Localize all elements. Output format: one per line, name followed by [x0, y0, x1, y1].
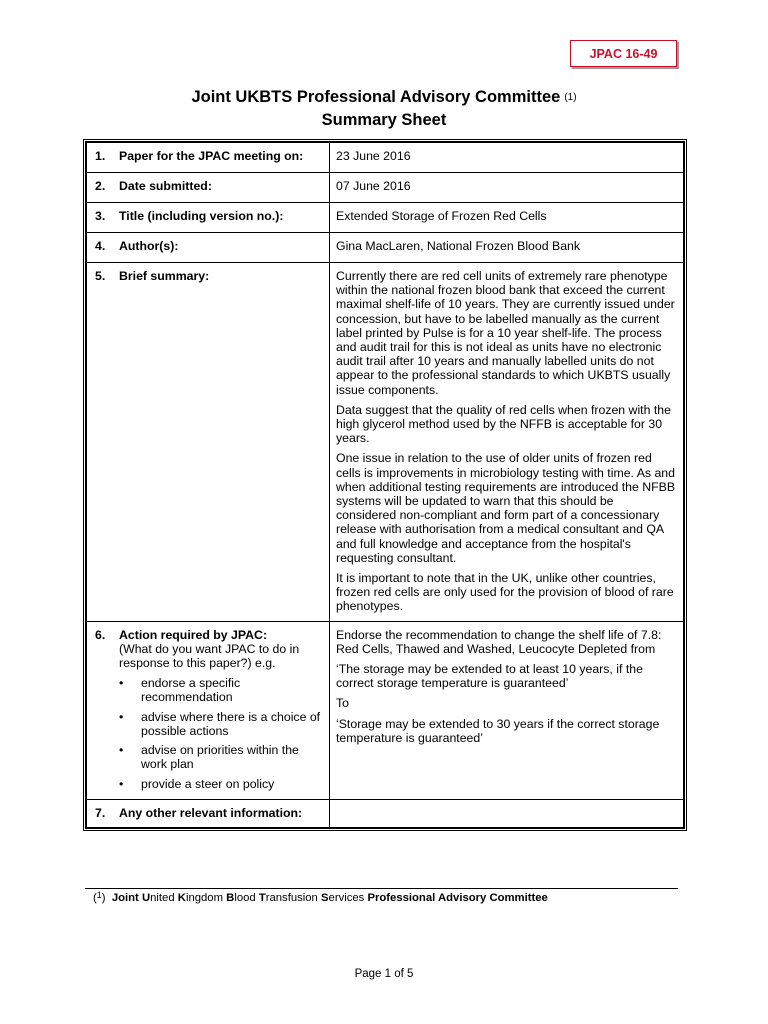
row-label [87, 233, 330, 263]
row-label [87, 621, 330, 799]
row-value [330, 799, 684, 827]
title-text: Joint UKBTS Professional Advisory Committee [191, 88, 561, 106]
list-item [119, 710, 323, 738]
action-options-list [119, 676, 323, 790]
action-text [330, 621, 684, 799]
footnote-word: lood [234, 892, 259, 904]
footnote-divider [85, 888, 678, 889]
document-title [0, 86, 768, 131]
row-label [87, 173, 330, 203]
summary-paragraph: Currently there are red cell units of extremely rare phenotype within the national frozen blood bank that exceed the current maximal shelf-life of 10 years. They are currently issued under concession, but have to be labelled manually as the current label printed by Pulse is for a 10 year shelf-life. The process and audit trail for this is not ideal as units have no electronic audit trail after 10 years and manually labelled units do not appear to the professional standards to which UKBTS usually issue components. [336, 269, 675, 397]
summary-text [330, 263, 684, 622]
action-paragraph: To [336, 696, 349, 711]
row-label-text: Any other relevant information: [119, 805, 303, 820]
footnote-initial: B [226, 892, 235, 904]
footnote-word: ingdom [185, 892, 227, 904]
option-text: advise where there is a choice of possible actions [141, 709, 321, 738]
table-row-other-info [87, 799, 684, 827]
row-number: 7. [95, 805, 106, 820]
footnote-initial: S [320, 892, 329, 904]
row-value: 07 June 2016 [330, 173, 684, 203]
table-row-date-submitted [87, 173, 684, 203]
footnote-word: ervices [328, 892, 368, 904]
action-paragraph: ‘Storage may be extended to 30 years if the correct storage temperature is guaranteed’ [336, 716, 660, 745]
row-label-text: Action required by JPAC: [119, 627, 268, 642]
row-value: Gina MacLaren, National Frozen Blood Bank [330, 233, 684, 263]
summary-paragraph: Data suggest that the quality of red cells when frozen with the high glycerol method used by the NFFB is acceptable for 30 years. [336, 402, 671, 446]
title-line-2: Summary Sheet [321, 111, 447, 129]
footnote-initial: K [177, 892, 186, 904]
summary-sheet-table [83, 139, 687, 831]
footnote-initial: T [258, 892, 266, 904]
list-item [119, 676, 323, 704]
bullet-icon: • [119, 709, 124, 724]
row-label-text: Title (including version no.): [119, 209, 284, 223]
row-label-text: Author(s): [119, 239, 179, 253]
action-paragraph: Endorse the recommendation to change the shelf life of 7.8: Red Cells, Thawed and Washed, Leucocyte Depleted from [336, 627, 662, 656]
row-number: 1. [95, 149, 106, 163]
option-text: endorse a specific recommendation [141, 676, 241, 705]
option-text: advise on priorities within the work plan [141, 743, 299, 772]
table-row-title [87, 203, 684, 233]
row-label-text: Date submitted: [119, 179, 212, 193]
bullet-icon: • [119, 743, 124, 758]
row-number: 3. [95, 209, 106, 223]
footnote-initial: U [141, 892, 151, 904]
footnote-word: Joint [111, 892, 142, 904]
title-footnote-ref: (1) [564, 92, 577, 103]
row-number: 4. [95, 239, 106, 253]
action-subtitle: (What do you want JPAC to do in response to this paper?) e.g. [119, 641, 300, 671]
row-value: Extended Storage of Frozen Red Cells [330, 203, 684, 233]
summary-paragraph: It is important to note that in the UK, unlike other countries, frozen red cells are only used for the provision of blood of rare phenotypes. [336, 571, 674, 614]
row-label [87, 263, 330, 622]
bullet-icon: • [119, 776, 124, 791]
row-number: 6. [95, 627, 106, 642]
option-text: provide a steer on policy [141, 776, 275, 791]
footnote-paren: ( [93, 892, 97, 904]
row-number: 5. [95, 269, 106, 283]
list-item [119, 777, 323, 791]
table-row-brief-summary [87, 263, 684, 622]
footnote-paren: ) [101, 892, 106, 904]
row-label [87, 203, 330, 233]
row-label-text: Paper for the JPAC meeting on: [119, 149, 304, 163]
footnote [93, 890, 548, 904]
row-value: 23 June 2016 [330, 143, 684, 173]
footnote-ref: 1 [96, 890, 102, 900]
footnote-word: Professional Advisory Committee [367, 892, 548, 904]
page-number: Page 1 of 5 [354, 968, 414, 980]
row-label-text: Brief summary: [119, 269, 210, 283]
row-label [87, 799, 330, 827]
table-row-authors [87, 233, 684, 263]
table-row-action-required [87, 621, 684, 799]
table-row-meeting-date [87, 143, 684, 173]
title-line-1 [0, 86, 768, 109]
row-label [87, 143, 330, 173]
summary-paragraph: One issue in relation to the use of older units of frozen red cells is improvements in microbiology testing with time. As and when additional testing requirements are introduced the NFBB systems will be updated to warn that this should be considered non-compliant and form part of a concessionary release with authorisation from a medical consultant and QA and full knowledge and acceptance from the hospital's requesting consultant. [336, 451, 676, 565]
list-item [119, 743, 323, 771]
document-reference-badge: JPAC 16-49 [570, 40, 677, 67]
action-paragraph: ‘The storage may be extended to at least 10 years, if the correct storage temperature is guaranteed’ [336, 662, 643, 691]
footnote-word: ransfusion [265, 892, 321, 904]
row-number: 2. [95, 179, 106, 193]
bullet-icon: • [119, 676, 124, 691]
footnote-word: nited [150, 892, 178, 904]
